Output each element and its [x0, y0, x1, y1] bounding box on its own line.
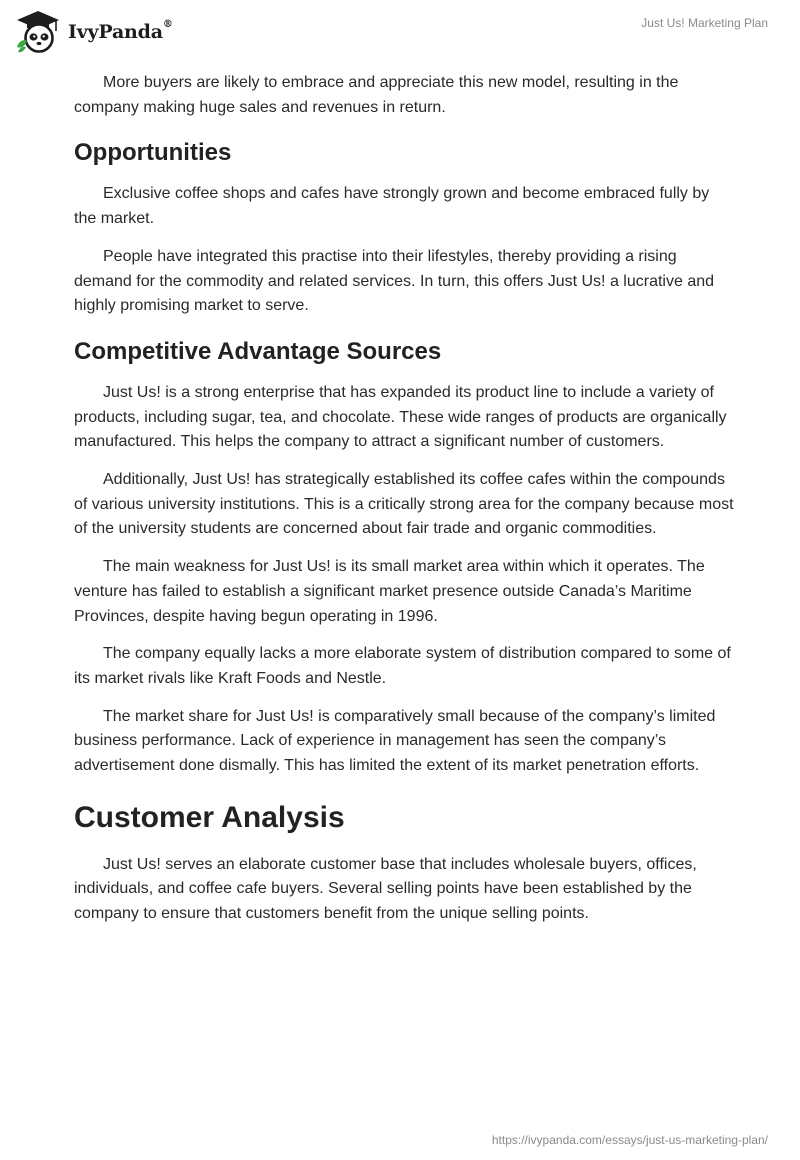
paragraph: Just Us! is a strong enterprise that has expanded its product line to include a variety of products, including sugar, tea, and chocolate. These wide ranges of products are organically manufactured. This helps the company to attract a significant number of customers. — [74, 383, 727, 451]
paragraph: The company equally lacks a more elaborate system of distribution compared to some of its market rivals like Kraft Foods and Nestle. — [74, 645, 731, 687]
heading-competitive-advantage: Competitive Advantage Sources — [74, 337, 442, 365]
paragraph: Additionally, Just Us! has strategically established its coffee cafes within the compounds of various university institutions. This is a critically strong area for the company because most of the university students are concerned about fair trade and organic commodities. — [74, 471, 734, 538]
heading-opportunities: Opportunities — [74, 139, 232, 167]
page-header — [0, 0, 800, 60]
paragraph: The market share for Just Us! is comparatively small because of the company’s limited business performance. Lack of experience in management has seen the company’s advertisement done dismally. This has limited the extent of its market penetration efforts. — [74, 707, 716, 775]
heading-customer-analysis: Customer Analysis — [74, 800, 345, 834]
ivypanda-logo[interactable] — [14, 9, 173, 55]
paragraph: Exclusive coffee shops and cafes have strongly grown and become embraced fully by the market. — [74, 185, 710, 228]
registered-mark: ® — [162, 19, 173, 30]
logo-wordmark — [68, 21, 173, 43]
article-body — [74, 71, 734, 940]
paragraph: More buyers are likely to embrace and appreciate this new model, resulting in the company making huge sales and revenues in return. — [74, 74, 679, 116]
document-title: Just Us! Marketing Plan — [641, 16, 768, 30]
panda-graduate-icon — [14, 9, 62, 55]
paragraph: The main weakness for Just Us! is its small market area within which it operates. The venture has failed to establish a significant market presence outside Canada’s Maritime Provinces, despite having begun operating in 1996. — [74, 558, 705, 625]
logo-text: IvyPanda — [68, 21, 163, 43]
paragraph: People have integrated this practise into their lifestyles, thereby providing a rising demand for the commodity and related services. In turn, this offers Just Us! a lucrative and highly promising market to serve. — [74, 247, 715, 315]
paragraph: Just Us! serves an elaborate customer base that includes wholesale buyers, offices, individuals, and coffee cafe buyers. Several selling points have been established by the company to ensure that customers benefit from the unique selling points. — [74, 855, 697, 923]
source-url[interactable]: https://ivypanda.com/essays/just-us-marketing-plan/ — [491, 1133, 768, 1147]
